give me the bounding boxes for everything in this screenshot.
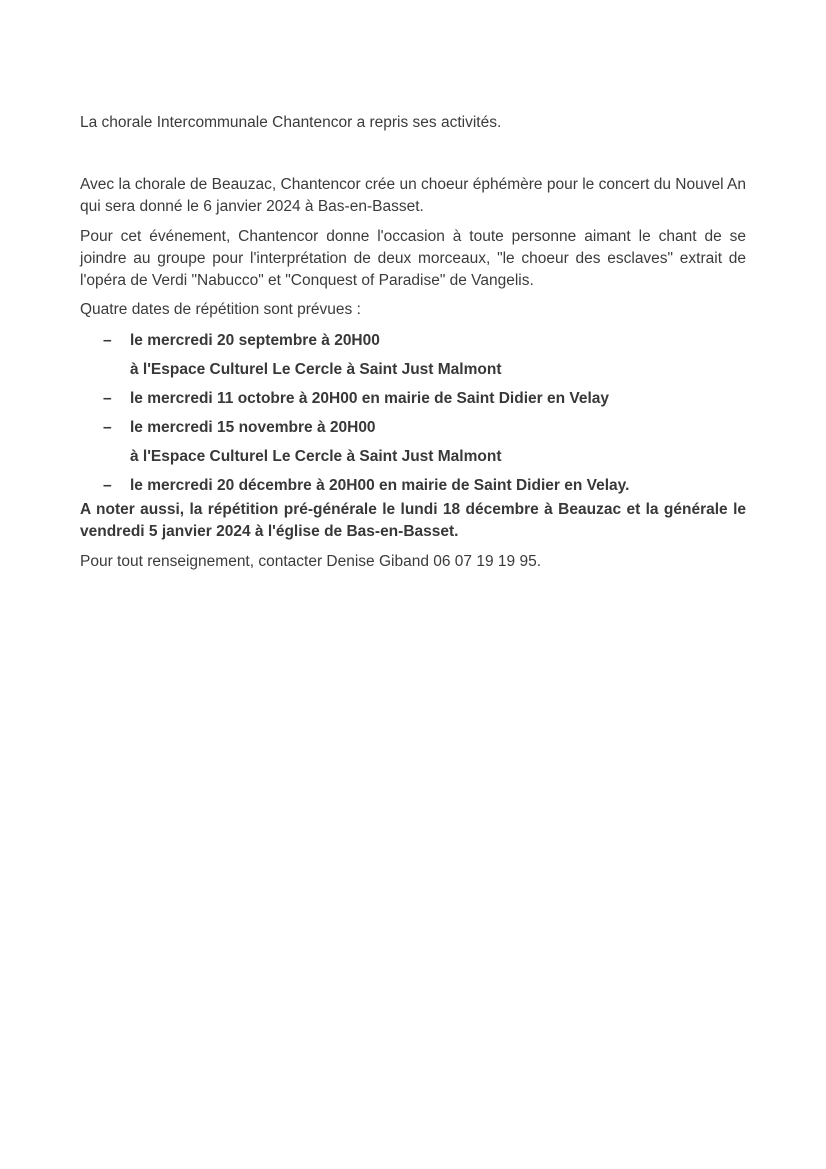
rehearsal-location: à l'Espace Culturel Le Cercle à Saint Just Malmont [130, 361, 502, 378]
rehearsal-date: le mercredi 15 novembre à 20H00 [130, 419, 376, 436]
dash-bullet-marker: – [103, 419, 112, 436]
rehearsal-date: le mercredi 20 septembre à 20H00 [130, 332, 380, 349]
document-content [80, 112, 746, 573]
rehearsal-date: le mercredi 11 octobre à 20H00 en mairie de Saint Didier en Velay [130, 390, 610, 407]
rehearsal-item [80, 417, 746, 468]
paragraph-dates-intro: Quatre dates de répétition sont prévues : [80, 301, 361, 318]
paragraph-concert: Avec la chorale de Beauzac, Chantencor crée un choeur éphémère pour le concert du Nouvel An qui sera donné le 6 janvier 2024 à Bas-en-Basset. [80, 176, 746, 215]
paragraph-note: A noter aussi, la répétition pré-générale le lundi 18 décembre à Beauzac et la générale le vendredi 5 janvier 2024 à l'église de Bas-en-Basset. [80, 501, 746, 540]
rehearsal-location: à l'Espace Culturel Le Cercle à Saint Just Malmont [130, 448, 502, 465]
paragraph-intro: La chorale Intercommunale Chantencor a repris ses activités. [80, 114, 502, 131]
rehearsal-item [80, 475, 746, 497]
dash-bullet-marker: – [103, 332, 112, 349]
rehearsal-list [80, 330, 746, 497]
paragraph-event: Pour cet événement, Chantencor donne l'occasion à toute personne aimant le chant de se joindre au groupe pour l'interprétation de deux morceaux, "le choeur des esclaves" extrait de l'opéra de Verdi "Nabucco" et "Conquest of Paradise" de Vangelis. [80, 228, 746, 289]
rehearsal-item [80, 388, 746, 410]
dash-bullet-marker: – [103, 390, 112, 407]
paragraph-contact: Pour tout renseignement, contacter Denise Giband 06 07 19 19 95. [80, 553, 541, 570]
dash-bullet-marker: – [103, 477, 112, 494]
rehearsal-item [80, 330, 746, 381]
rehearsal-date: le mercredi 20 décembre à 20H00 en mairie de Saint Didier en Velay. [130, 477, 630, 494]
